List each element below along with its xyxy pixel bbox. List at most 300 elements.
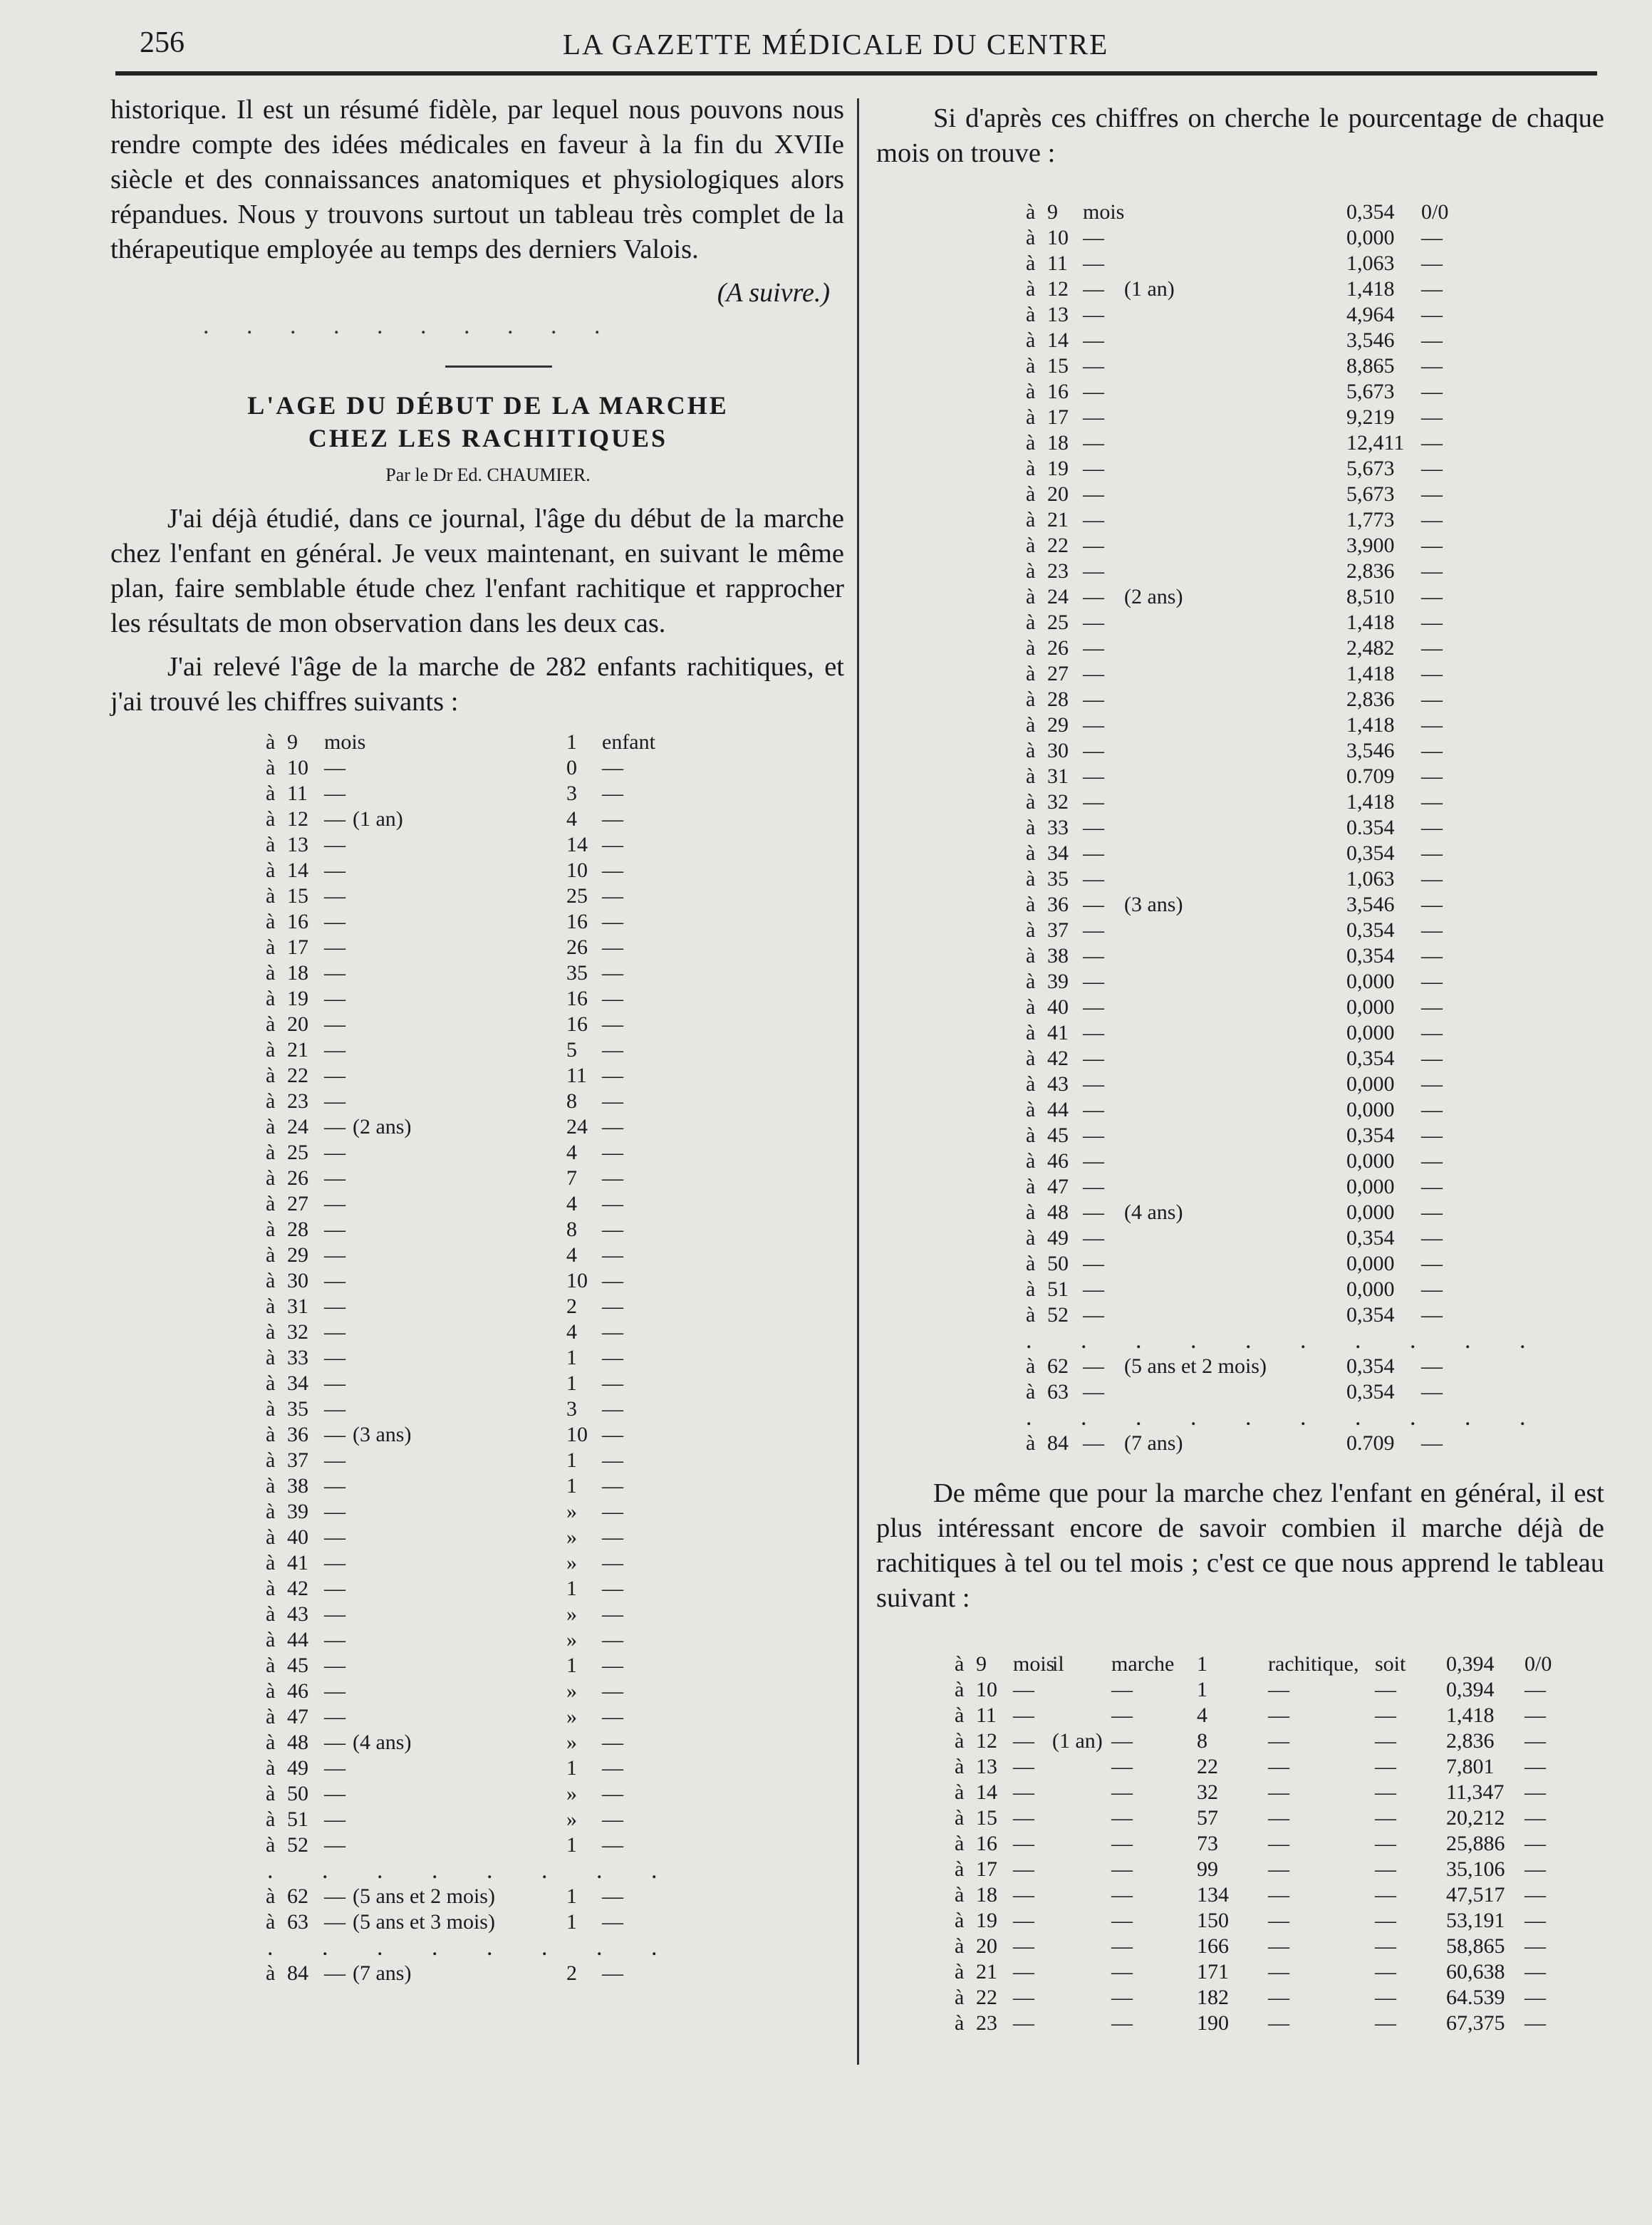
- cell-month: 42: [287, 1577, 308, 1600]
- cell-percent: 0,354: [1346, 1303, 1395, 1327]
- cell-month: 33: [1047, 816, 1069, 839]
- cell-suffix: —: [602, 1884, 623, 1908]
- cell-prefix: à: [955, 1883, 965, 1907]
- cell-percent: 1,418: [1446, 1703, 1495, 1727]
- cell-unit: —: [1083, 277, 1104, 301]
- cell-suffix: —: [1524, 1780, 1546, 1804]
- cell-month: 17: [976, 1857, 997, 1881]
- cell-unit: —: [324, 1192, 346, 1215]
- cell-verb: (1 an): [1052, 1729, 1103, 1753]
- cell-percent: 3,546: [1346, 328, 1395, 352]
- cell-unit: —: [1083, 303, 1104, 326]
- cell-prefix: à: [266, 1679, 276, 1703]
- cell-soit: —: [1375, 1806, 1396, 1830]
- cell-unit: —: [324, 884, 346, 908]
- cell-percent: 5,673: [1346, 380, 1395, 403]
- table-row: [110, 832, 844, 858]
- cell-prefix: à: [266, 1628, 276, 1651]
- cell-month: 51: [287, 1808, 308, 1831]
- cell-soit: —: [1375, 1780, 1396, 1804]
- cell-percent: 8,865: [1346, 354, 1395, 378]
- cell-suffix: —: [602, 1218, 623, 1241]
- cell-unit: —: [1083, 713, 1104, 737]
- cell-month: 15: [976, 1806, 997, 1830]
- right-column: [876, 101, 1604, 2036]
- cell-unit: —: [1083, 508, 1104, 531]
- cell-month: 27: [287, 1192, 308, 1215]
- table-row: [876, 199, 1604, 225]
- cell-count: 3: [566, 782, 577, 805]
- cell-unit: —: [1083, 688, 1104, 711]
- cell-prefix: à: [1026, 251, 1036, 275]
- cell-month: 46: [287, 1679, 308, 1703]
- cell-month: 63: [1047, 1380, 1069, 1404]
- cell-month: 48: [287, 1731, 308, 1754]
- cell-prefix: à: [955, 1934, 965, 1958]
- table-row: [876, 1754, 1604, 1780]
- table-row: [876, 1123, 1604, 1148]
- cell-prefix: à: [266, 1346, 276, 1369]
- cell-month: 19: [976, 1909, 997, 1932]
- cell-percent: 25,886: [1446, 1832, 1505, 1855]
- cell-prefix: à: [1026, 1380, 1036, 1404]
- table-row: [876, 610, 1604, 636]
- cell-count: 14: [566, 833, 588, 856]
- counts-table: [110, 730, 844, 1986]
- cell-prefix: à: [266, 1064, 276, 1087]
- cell-suffix: —: [1421, 457, 1443, 480]
- cell-note: (2 ans): [353, 1115, 412, 1139]
- cell-prefix: à: [1026, 893, 1036, 916]
- cell-prefix: à: [266, 1500, 276, 1523]
- cell-suffix: —: [602, 1731, 623, 1754]
- cell-prefix: à: [1026, 688, 1036, 711]
- cell-prefix: à: [1026, 1303, 1036, 1327]
- cell-count: 1: [566, 1756, 577, 1780]
- cell-prefix: à: [266, 1910, 276, 1934]
- cell-month: 34: [1047, 841, 1069, 865]
- cell-prefix: à: [266, 1577, 276, 1600]
- cell-month: 45: [1047, 1124, 1069, 1147]
- cell-suffix: —: [602, 1371, 623, 1395]
- cell-month: 9: [1047, 200, 1058, 224]
- cell-count: 171: [1197, 1960, 1229, 1983]
- cell-count: 22: [1197, 1755, 1218, 1778]
- cell-suffix: —: [1421, 1149, 1443, 1173]
- table-row: [876, 1703, 1604, 1728]
- table-row: [876, 251, 1604, 276]
- article-title-line2: CHEZ LES RACHITIQUES: [308, 424, 668, 452]
- cell-prefix: à: [1026, 662, 1036, 685]
- cell-note: (3 ans): [1124, 893, 1183, 916]
- table-row: [876, 1934, 1604, 1959]
- cell-prefix: à: [266, 987, 276, 1010]
- cell-count: 16: [566, 1012, 588, 1036]
- table-row: [110, 909, 844, 935]
- cell-month: 62: [287, 1884, 308, 1908]
- cell-unit: —: [324, 1166, 346, 1190]
- cell-prefix: à: [1026, 585, 1036, 608]
- cell-count: »: [566, 1679, 577, 1703]
- cell-unit: —: [1013, 1960, 1034, 1983]
- cell-count: 5: [566, 1038, 577, 1062]
- cell-suffix: —: [1421, 1431, 1443, 1455]
- table-row: [876, 225, 1604, 251]
- cell-percent: 1,418: [1346, 662, 1395, 685]
- cell-prefix: à: [1026, 457, 1036, 480]
- cell-month: 9: [287, 730, 298, 754]
- cell-unit: —: [1013, 1857, 1034, 1881]
- cell-suffix: —: [1421, 534, 1443, 557]
- cell-unit: —: [1083, 328, 1104, 352]
- cell-suffix: —: [1421, 1047, 1443, 1070]
- cell-count: 150: [1197, 1909, 1229, 1932]
- cell-soit: —: [1375, 1883, 1396, 1907]
- cell-marche: marche: [1111, 1652, 1175, 1676]
- dot-leader: . . . . . . . . . .: [1026, 1327, 1547, 1354]
- cell-percent: 0,000: [1346, 226, 1395, 249]
- cell-suffix: —: [602, 1038, 623, 1062]
- cell-suffix: —: [602, 1448, 623, 1472]
- table-row: [110, 1627, 844, 1653]
- cell-unit: —: [324, 1731, 346, 1754]
- cell-month: 21: [287, 1038, 308, 1062]
- paragraph: De même que pour la marche chez l'enfant en général, il est plus intéressant encore de savoir combien il marche déjà de rachitiques à tel ou tel mois ; c'est ce que nous apprend le tableau suivant :: [876, 1478, 1604, 1613]
- cell-unit: —: [1083, 816, 1104, 839]
- cell-prefix: à: [1026, 636, 1036, 660]
- cell-percent: 0,000: [1346, 1277, 1395, 1301]
- cell-unit: —: [1083, 739, 1104, 762]
- cell-count: 4: [566, 807, 577, 831]
- cell-suffix: —: [1421, 611, 1443, 634]
- cell-percent: 1,773: [1346, 508, 1395, 531]
- cell-unit: —: [324, 1064, 346, 1087]
- cell-unit: —: [324, 1012, 346, 1036]
- cell-suffix: —: [1421, 1098, 1443, 1121]
- cell-count: »: [566, 1551, 577, 1575]
- table-row: [876, 1200, 1604, 1225]
- cell-unit: —: [1083, 918, 1104, 942]
- cell-count: 16: [566, 910, 588, 933]
- cell-unit: —: [324, 1243, 346, 1267]
- table-row: [876, 815, 1604, 841]
- cell-unit: —: [324, 1628, 346, 1651]
- cell-count: 190: [1197, 2011, 1229, 2035]
- cell-suffix: —: [602, 1192, 623, 1215]
- cell-suffix: —: [602, 1397, 623, 1421]
- cell-rachitique: —: [1268, 1934, 1289, 1958]
- cell-month: 40: [1047, 995, 1069, 1019]
- cell-rachitique: —: [1268, 1883, 1289, 1907]
- table-row: [876, 2011, 1604, 2036]
- cell-suffix: —: [1421, 1380, 1443, 1404]
- cell-month: 18: [287, 961, 308, 985]
- cell-suffix: —: [1421, 739, 1443, 762]
- cell-percent: 0,000: [1346, 1098, 1395, 1121]
- cell-suffix: —: [1524, 2011, 1546, 2035]
- cell-suffix: —: [1421, 405, 1443, 429]
- cell-percent: 64.539: [1446, 1986, 1505, 2009]
- cell-prefix: à: [955, 1652, 965, 1676]
- header-rule: [115, 71, 1597, 76]
- cell-month: 32: [287, 1320, 308, 1344]
- table-row: [110, 1909, 844, 1935]
- cell-suffix: —: [1421, 226, 1443, 249]
- cell-prefix: à: [266, 1397, 276, 1421]
- table-row: [876, 430, 1604, 456]
- cell-month: 9: [976, 1652, 987, 1676]
- cell-soit: —: [1375, 1909, 1396, 1932]
- cell-month: 41: [287, 1551, 308, 1575]
- table-row: [876, 1148, 1604, 1174]
- cell-prefix: à: [1026, 816, 1036, 839]
- cell-suffix: —: [602, 1910, 623, 1934]
- cell-suffix: —: [602, 1064, 623, 1087]
- cell-suffix: —: [602, 1115, 623, 1139]
- cell-count: »: [566, 1500, 577, 1523]
- cell-suffix: —: [1524, 1806, 1546, 1830]
- cell-percent: 9,219: [1346, 405, 1395, 429]
- cell-unit: —: [1013, 1780, 1034, 1804]
- cell-suffix: —: [602, 782, 623, 805]
- cell-unit: mois: [1013, 1652, 1055, 1676]
- table-row: [110, 1679, 844, 1704]
- cell-prefix: à: [266, 1371, 276, 1395]
- cell-prefix: à: [1026, 739, 1036, 762]
- cell-unit: —: [1083, 1098, 1104, 1121]
- cell-month: 20: [976, 1934, 997, 1958]
- cell-count: »: [566, 1782, 577, 1805]
- cell-unit: —: [1083, 841, 1104, 865]
- cell-unit: —: [1083, 944, 1104, 968]
- table-row: [876, 1831, 1604, 1857]
- cell-month: 27: [1047, 662, 1069, 685]
- cell-suffix: —: [1421, 1175, 1443, 1198]
- cell-prefix: à: [266, 859, 276, 882]
- table-row: [110, 1781, 844, 1807]
- cell-percent: 2,482: [1346, 636, 1395, 660]
- cell-prefix: à: [266, 1218, 276, 1241]
- table-row: [876, 1072, 1604, 1097]
- cell-month: 49: [1047, 1226, 1069, 1250]
- cell-unit: —: [1083, 534, 1104, 557]
- table-row: [110, 1114, 844, 1140]
- cell-unit: —: [324, 1448, 346, 1472]
- cell-prefix: à: [266, 935, 276, 959]
- cell-suffix: —: [1524, 1909, 1546, 1932]
- cell-month: 21: [976, 1960, 997, 1983]
- cell-prefix: à: [955, 1986, 965, 2009]
- cell-month: 31: [287, 1295, 308, 1318]
- cell-unit: —: [324, 1551, 346, 1575]
- cell-suffix: —: [602, 1525, 623, 1549]
- cell-prefix: à: [266, 1269, 276, 1292]
- cell-unit: —: [324, 1833, 346, 1857]
- cell-marche: —: [1111, 1678, 1133, 1701]
- table-row: [876, 1174, 1604, 1200]
- cell-suffix: —: [602, 987, 623, 1010]
- cell-prefix: à: [1026, 995, 1036, 1019]
- cell-suffix: 0/0: [1524, 1652, 1552, 1676]
- cell-month: 14: [976, 1780, 997, 1804]
- cell-prefix: à: [266, 1731, 276, 1754]
- cell-prefix: à: [955, 1909, 965, 1932]
- cell-prefix: à: [266, 756, 276, 779]
- table-row: [110, 1243, 844, 1268]
- cell-month: 35: [1047, 867, 1069, 891]
- cell-prefix: à: [1026, 1021, 1036, 1044]
- cell-suffix: —: [602, 1166, 623, 1190]
- cell-count: »: [566, 1525, 577, 1549]
- cell-suffix: —: [602, 1346, 623, 1369]
- cell-percent: 0,354: [1346, 200, 1395, 224]
- cell-soit: —: [1375, 1934, 1396, 1958]
- cell-percent: 0,000: [1346, 995, 1395, 1019]
- cell-month: 46: [1047, 1149, 1069, 1173]
- cell-month: 37: [1047, 918, 1069, 942]
- cell-percent: 2,836: [1346, 688, 1395, 711]
- cell-prefix: à: [266, 1320, 276, 1344]
- cell-percent: 47,517: [1446, 1883, 1505, 1907]
- cell-percent: 0,000: [1346, 1149, 1395, 1173]
- table-row: [110, 1217, 844, 1243]
- cell-note: (5 ans et 3 mois): [353, 1910, 495, 1934]
- cell-prefix: à: [266, 1448, 276, 1472]
- cell-suffix: —: [1421, 790, 1443, 814]
- table-row: [110, 1012, 844, 1037]
- cell-prefix: à: [1026, 1252, 1036, 1275]
- cell-unit: mois: [1083, 200, 1125, 224]
- cell-suffix: —: [1421, 1200, 1443, 1224]
- cell-suffix: —: [602, 1833, 623, 1857]
- table-row: [876, 661, 1604, 687]
- cell-month: 42: [1047, 1047, 1069, 1070]
- cell-unit: —: [1083, 1021, 1104, 1044]
- cell-percent: 3,546: [1346, 893, 1395, 916]
- cell-unit: —: [1083, 790, 1104, 814]
- cell-percent: 0,354: [1346, 918, 1395, 942]
- cell-count: 1: [566, 1833, 577, 1857]
- cell-prefix: à: [1026, 790, 1036, 814]
- cell-count: 10: [566, 1423, 588, 1446]
- cell-suffix: —: [1421, 431, 1443, 455]
- cell-percent: 4,964: [1346, 303, 1395, 326]
- left-column: [110, 93, 844, 1986]
- cell-suffix: —: [1524, 1857, 1546, 1881]
- table-row: [876, 1302, 1604, 1328]
- cell-verb: il: [1052, 1652, 1064, 1676]
- cell-count: 24: [566, 1115, 588, 1139]
- cell-suffix: —: [1421, 277, 1443, 301]
- cell-unit: —: [324, 1089, 346, 1113]
- cell-month: 44: [287, 1628, 308, 1651]
- cell-prefix: à: [1026, 764, 1036, 788]
- cell-percent: 0,354: [1346, 841, 1395, 865]
- cell-unit: —: [324, 1115, 346, 1139]
- cell-soit: —: [1375, 1832, 1396, 1855]
- cell-rachitique: —: [1268, 1986, 1289, 2009]
- cell-month: 10: [1047, 226, 1069, 249]
- cell-prefix: à: [266, 782, 276, 805]
- table-row: [110, 1345, 844, 1371]
- cell-prefix: à: [1026, 1047, 1036, 1070]
- cell-suffix: —: [1421, 713, 1443, 737]
- cell-percent: 0,394: [1446, 1652, 1495, 1676]
- table-row: [110, 1473, 844, 1499]
- cell-month: 43: [1047, 1072, 1069, 1096]
- cell-prefix: à: [1026, 405, 1036, 429]
- cell-percent: 2,836: [1346, 559, 1395, 583]
- cell-month: 39: [287, 1500, 308, 1523]
- cell-month: 50: [1047, 1252, 1069, 1275]
- cell-month: 12: [1047, 277, 1069, 301]
- cell-suffix: —: [1421, 1303, 1443, 1327]
- cell-count: 1: [566, 1448, 577, 1472]
- cell-note: (4 ans): [1124, 1200, 1183, 1224]
- table-row: [876, 276, 1604, 302]
- cell-month: 45: [287, 1654, 308, 1677]
- cell-month: 47: [287, 1705, 308, 1728]
- cell-unit: —: [324, 782, 346, 805]
- cell-month: 29: [287, 1243, 308, 1267]
- cell-unit: —: [1083, 867, 1104, 891]
- cell-suffix: —: [602, 833, 623, 856]
- cell-unit: —: [324, 1397, 346, 1421]
- cell-percent: 0.709: [1346, 764, 1395, 788]
- cell-rachitique: —: [1268, 1806, 1289, 1830]
- cell-marche: —: [1111, 1729, 1133, 1753]
- cell-unit: —: [1083, 251, 1104, 275]
- cell-month: 19: [1047, 457, 1069, 480]
- cell-unit: —: [1013, 2011, 1034, 2035]
- cell-suffix: —: [1421, 1226, 1443, 1250]
- cell-suffix: —: [602, 961, 623, 985]
- cell-suffix: —: [602, 1269, 623, 1292]
- cell-prefix: à: [266, 910, 276, 933]
- cell-prefix: à: [266, 1038, 276, 1062]
- cell-unit: —: [1013, 1883, 1034, 1907]
- cell-count: 1: [566, 1346, 577, 1369]
- cell-marche: —: [1111, 1934, 1133, 1958]
- cell-unit: —: [324, 1295, 346, 1318]
- table-row: [876, 1677, 1604, 1703]
- cell-month: 84: [287, 1961, 308, 1985]
- cell-unit: —: [1083, 970, 1104, 993]
- cell-suffix: —: [1421, 970, 1443, 993]
- cell-suffix: —: [1421, 995, 1443, 1019]
- cell-prefix: à: [266, 1654, 276, 1677]
- cell-percent: 0,354: [1346, 1380, 1395, 1404]
- cell-unit: —: [324, 807, 346, 831]
- cell-count: 182: [1197, 1986, 1229, 2009]
- cell-suffix: —: [602, 859, 623, 882]
- cell-prefix: à: [266, 1012, 276, 1036]
- table-row: [876, 738, 1604, 764]
- article-author: Par le Dr Ed. CHAUMIER.: [385, 465, 591, 485]
- table-row: [876, 1379, 1604, 1405]
- cell-unit: —: [324, 1705, 346, 1728]
- cell-unit: —: [1083, 893, 1104, 916]
- cell-month: 28: [287, 1218, 308, 1241]
- cell-soit: —: [1375, 1960, 1396, 1983]
- cell-soit: —: [1375, 1703, 1396, 1727]
- cell-prefix: à: [1026, 1175, 1036, 1198]
- cell-month: 25: [287, 1141, 308, 1164]
- cell-month: 13: [976, 1755, 997, 1778]
- cell-count: 3: [566, 1397, 577, 1421]
- cell-percent: 0,000: [1346, 1252, 1395, 1275]
- cell-marche: —: [1111, 1986, 1133, 2009]
